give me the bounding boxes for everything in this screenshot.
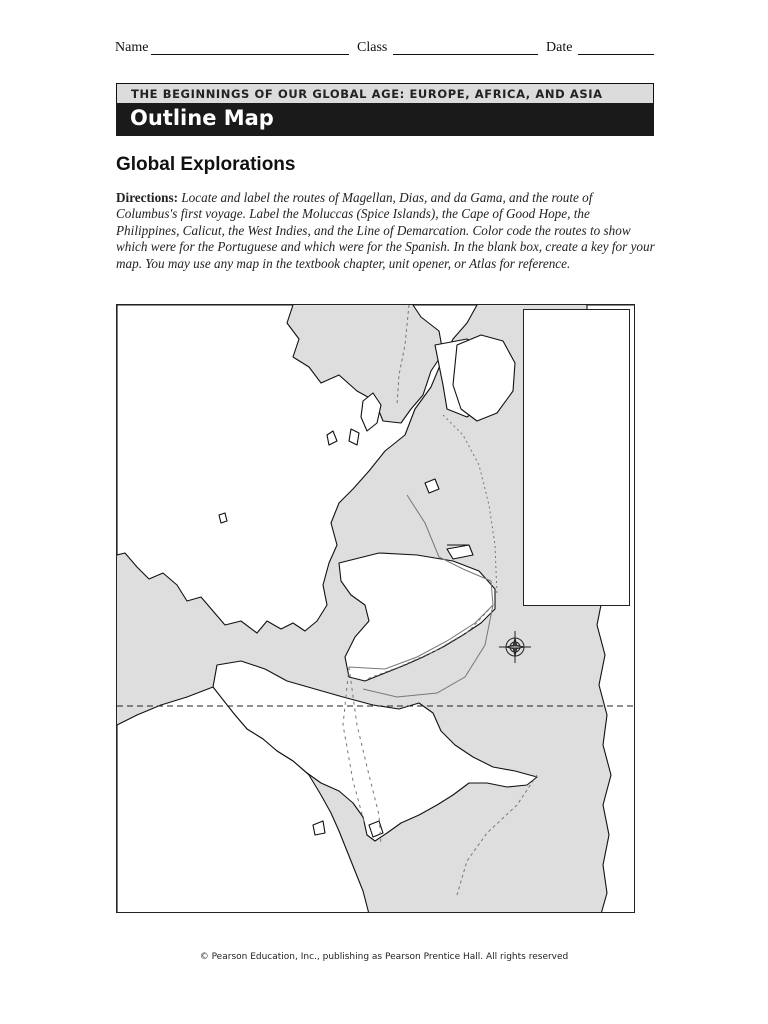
route-line [457, 775, 537, 895]
name-field[interactable] [151, 54, 349, 55]
route-line [397, 305, 409, 405]
copyright-footer: © Pearson Education, Inc., publishing as Pearson Prentice Hall. All rights reserved [199, 952, 569, 962]
madagascar-island [447, 545, 473, 559]
class-field[interactable] [393, 54, 538, 55]
date-field[interactable] [578, 54, 654, 55]
date-label: Date [546, 40, 573, 55]
worksheet-type-banner: Outline Map [116, 103, 654, 136]
name-label: Name [115, 40, 149, 55]
directions-paragraph [116, 190, 656, 272]
chapter-banner: THE BEGINNINGS OF OUR GLOBAL AGE: EUROPE, AFRICA, AND ASIA [116, 83, 654, 103]
student-info-row [115, 40, 655, 58]
compass-rose-icon [499, 631, 531, 663]
australia-landmass [453, 335, 515, 421]
island [219, 513, 227, 523]
class-label: Class [357, 40, 388, 55]
page-title: Global Explorations [116, 154, 296, 175]
directions-text: Locate and label the routes of Magellan, Dias, and da Gama, and the route of Columbus's first voyage. Label the Moluccas (Spice Islands), the Cape of Good Hope, the Philippines, Calicut, the West Indies, and the Line of Demarcation. Color code the routes to show which were for the Portuguese and which were for the Spanish. In the blank box, create a key for your map. You may use any map in the textbook chapter, unit opener, or Atlas for reference. [116, 190, 655, 271]
map-key-box[interactable] [523, 309, 630, 606]
island [425, 479, 439, 493]
directions-label: Directions: [116, 190, 179, 205]
